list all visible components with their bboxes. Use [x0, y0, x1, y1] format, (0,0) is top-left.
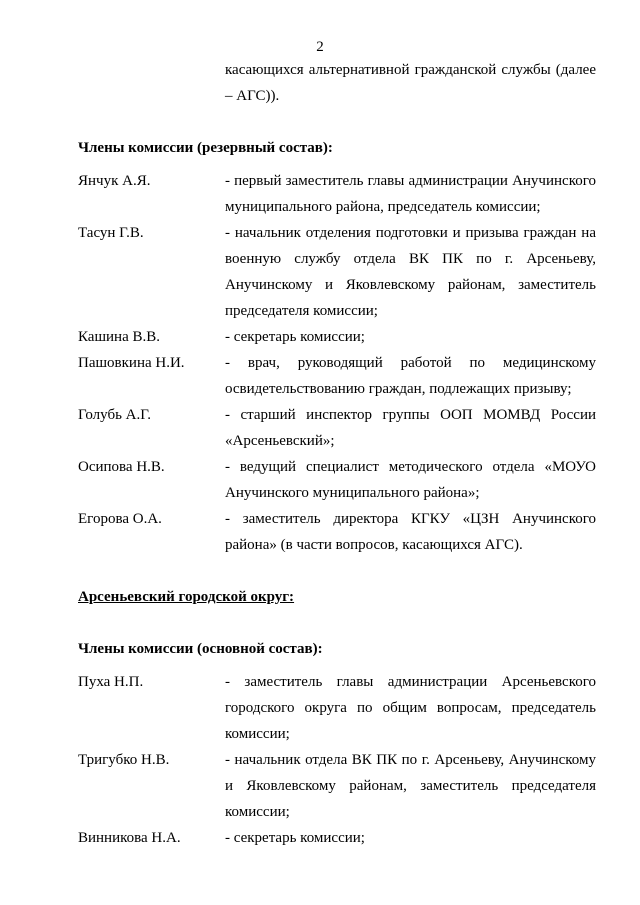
member-name: Тригубко Н.В.: [78, 752, 170, 768]
member-name: Голубь А.Г.: [78, 407, 151, 423]
member-name: Тасун Г.В.: [78, 225, 144, 241]
member-role: - заместитель директора КГКУ «ЦЗН Анучинского района» (в части вопросов, касающихся АГС).: [225, 511, 596, 553]
member-name: Янчук А.Я.: [78, 173, 151, 189]
member-list-main: [78, 669, 596, 851]
member-role: - старший инспектор группы ООП МОМВД России «Арсеньевский»;: [225, 407, 596, 449]
section-heading-reserve: Члены комиссии (резервный состав):: [78, 140, 333, 156]
member-row: [78, 506, 596, 558]
document-body: [78, 57, 596, 851]
member-name: Пуха Н.П.: [78, 674, 144, 690]
page-number: 2: [316, 39, 324, 55]
member-name: Пашовкина Н.И.: [78, 355, 185, 371]
member-role: - начальник отделения подготовки и призыва граждан на военную службу отдела ВК ПК по г. Арсеньеву, Анучинскому и Яковлевскому районам, заместитель председателя комиссии;: [225, 225, 596, 319]
member-name: Егорова О.А.: [78, 511, 162, 527]
member-row: [78, 350, 596, 402]
member-role: - первый заместитель главы администрации Анучинского муниципального района, председатель комиссии;: [225, 173, 596, 215]
member-row: [78, 747, 596, 825]
member-row: [78, 324, 596, 350]
member-row: [78, 220, 596, 324]
member-role: - заместитель главы администрации Арсеньевского городского округа по общим вопросам, председатель комиссии;: [225, 674, 596, 742]
intro-continuation-text: касающихся альтернативной гражданской службы (далее – АГС)).: [225, 62, 596, 104]
member-name: Кашина В.В.: [78, 329, 160, 345]
intro-continuation-row: [78, 57, 596, 109]
member-list-reserve: [78, 168, 596, 558]
member-role: - начальник отдела ВК ПК по г. Арсеньеву, Анучинскому и Яковлевскому районам, заместитель председателя комиссии;: [225, 752, 596, 820]
section-heading-main: Члены комиссии (основной состав):: [78, 641, 323, 657]
member-role: - врач, руководящий работой по медицинскому освидетельствованию граждан, подлежащих призыву;: [225, 355, 596, 397]
member-role: - секретарь комиссии;: [225, 329, 365, 345]
member-role: - ведущий специалист методического отдела «МОУО Анучинского муниципального района»;: [225, 459, 596, 501]
member-name: Винникова Н.А.: [78, 830, 181, 846]
district-heading: Арсеньевский городской округ:: [78, 589, 295, 605]
member-row: [78, 454, 596, 506]
member-row: [78, 168, 596, 220]
member-role: - секретарь комиссии;: [225, 830, 365, 846]
member-row: [78, 825, 596, 851]
member-name: Осипова Н.В.: [78, 459, 165, 475]
member-row: [78, 669, 596, 747]
member-row: [78, 402, 596, 454]
